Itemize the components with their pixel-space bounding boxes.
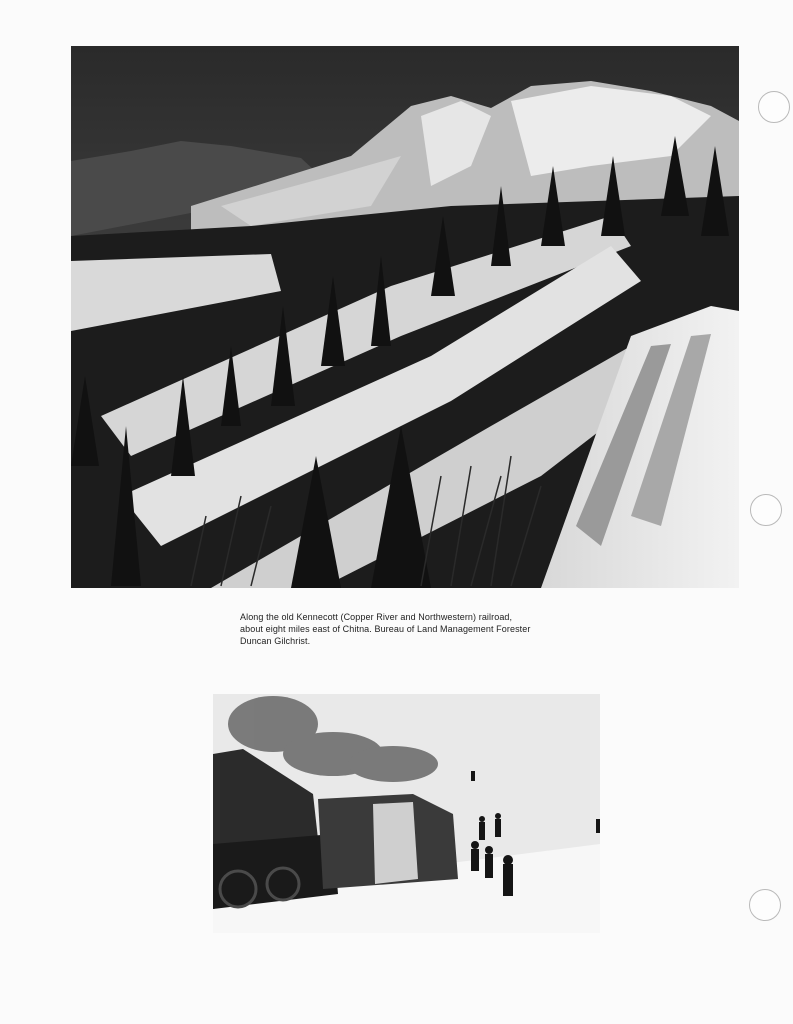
caption-line-1: Along the old Kennecott (Copper River and Northwestern) railroad,	[240, 612, 513, 622]
locomotive-snow-photo	[213, 694, 600, 933]
binder-punch-hole	[749, 889, 781, 921]
bottom-photograph	[213, 694, 600, 933]
photo-caption	[240, 611, 580, 647]
caption-line-3: Duncan Gilchrist.	[240, 636, 311, 646]
caption-line-2: about eight miles east of Chitna. Bureau of Land Management Forester	[240, 624, 531, 634]
binder-punch-hole	[750, 494, 782, 526]
mountain-railroad-photo	[71, 46, 739, 588]
top-photograph	[71, 46, 739, 588]
binder-punch-hole	[758, 91, 790, 123]
